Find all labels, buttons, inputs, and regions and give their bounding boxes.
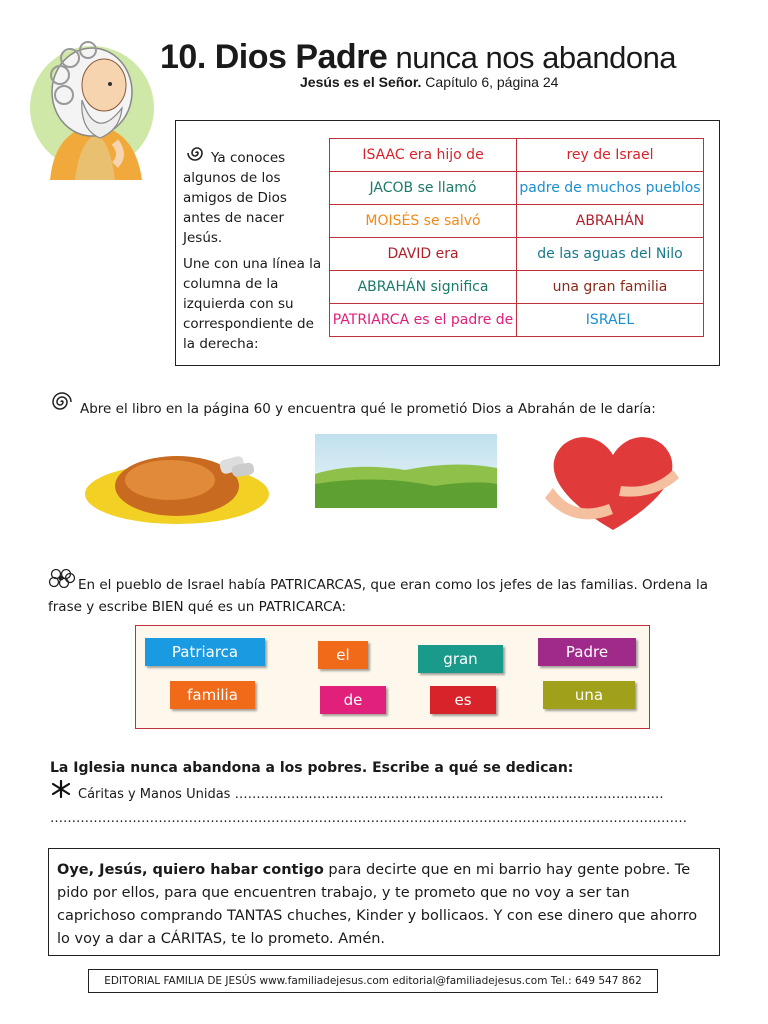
matching-left-cell[interactable]: PATRIARCA es el padre de bbox=[330, 304, 517, 337]
word-card-familia[interactable]: familia bbox=[170, 681, 255, 709]
footer: EDITORIAL FAMILIA DE JESÚS www.familiadejesus.com editorial@familiadejesus.com Tel.: 649 547 862 bbox=[88, 969, 658, 993]
answer-line-blank[interactable]: ………………………………………………………………………………………………………………………………… bbox=[50, 811, 687, 826]
green-field-image bbox=[315, 434, 497, 508]
asterisk-icon bbox=[50, 780, 72, 798]
word-card-padre[interactable]: Padre bbox=[538, 638, 636, 666]
matching-right-cell[interactable]: ABRAHÁN bbox=[517, 205, 704, 238]
page-title: 10. Dios Padre nunca nos abandona bbox=[160, 38, 677, 76]
matching-instruction: Une con una línea la columna de la izquierda con su correspondiente de la derecha: bbox=[183, 256, 322, 352]
matching-row bbox=[330, 205, 704, 238]
matching-table bbox=[329, 138, 704, 337]
patriarch-illustration bbox=[30, 30, 160, 180]
matching-left-cell[interactable]: DAVID era bbox=[330, 238, 517, 271]
matching-right-cell[interactable]: una gran familia bbox=[517, 271, 704, 304]
matching-left-cell[interactable]: JACOB se llamó bbox=[330, 172, 517, 205]
matching-row bbox=[330, 139, 704, 172]
matching-row bbox=[330, 304, 704, 337]
word-card-gran[interactable]: gran bbox=[418, 645, 503, 673]
matching-right-cell[interactable]: de las aguas del Nilo bbox=[517, 238, 704, 271]
matching-row bbox=[330, 172, 704, 205]
matching-right-cell[interactable]: ISRAEL bbox=[517, 304, 704, 337]
word-card-patriarca[interactable]: Patriarca bbox=[145, 638, 265, 666]
promise-instruction: Abre el libro en la página 60 y encuentra qué le prometió Dios a Abrahán de le daría: bbox=[80, 401, 656, 417]
word-card-una[interactable]: una bbox=[543, 681, 635, 709]
matching-left-cell[interactable]: ISAAC era hijo de bbox=[330, 139, 517, 172]
matching-left-cell[interactable]: MOISÉS se salvó bbox=[330, 205, 517, 238]
spiral-icon bbox=[46, 390, 78, 414]
matching-right-cell[interactable]: padre de muchos pueblos bbox=[517, 172, 704, 205]
prayer-box: Oye, Jesús, quiero habar contigo para decirte que en mi barrio hay gente pobre. Te pido por ellos, para que encuentren trabajo, y te prometo que no voy a ser tan caprichoso comprando TANTAS chuches, Kinder y bollicaos. Y con ese dinero que ahorro lo voy a dar a CÁRITAS, te lo prometo. Amén. bbox=[48, 848, 720, 956]
church-heading: La Iglesia nunca abandona a los pobres. Escribe a qué se dedican: bbox=[50, 760, 574, 776]
answer-line-caritas[interactable]: Cáritas y Manos Unidas ……………………………………………………………………………………… bbox=[78, 787, 664, 802]
matching-instructions bbox=[183, 148, 323, 360]
matching-row bbox=[330, 271, 704, 304]
word-card-el[interactable]: el bbox=[318, 641, 368, 669]
roast-chicken-image bbox=[82, 438, 272, 526]
word-card-de[interactable]: de bbox=[320, 686, 386, 714]
heart-hug-image bbox=[543, 430, 683, 536]
word-card-es[interactable]: es bbox=[430, 686, 496, 714]
matching-left-cell[interactable]: ABRAHÁN significa bbox=[330, 271, 517, 304]
page-subtitle: Jesús es el Señor. Capítulo 6, página 24 bbox=[300, 74, 559, 90]
matching-row bbox=[330, 238, 704, 271]
matching-intro: Ya conoces algunos de los amigos de Dios antes de nacer Jesús. bbox=[183, 150, 287, 246]
patriarch-instruction: En el pueblo de Israel había PATRICARCAS, que eran como los jefes de las familias. Ordena la frase y escribe BIEN qué es un PATRICARCA: bbox=[48, 577, 708, 615]
matching-right-cell[interactable]: rey de Israel bbox=[517, 139, 704, 172]
